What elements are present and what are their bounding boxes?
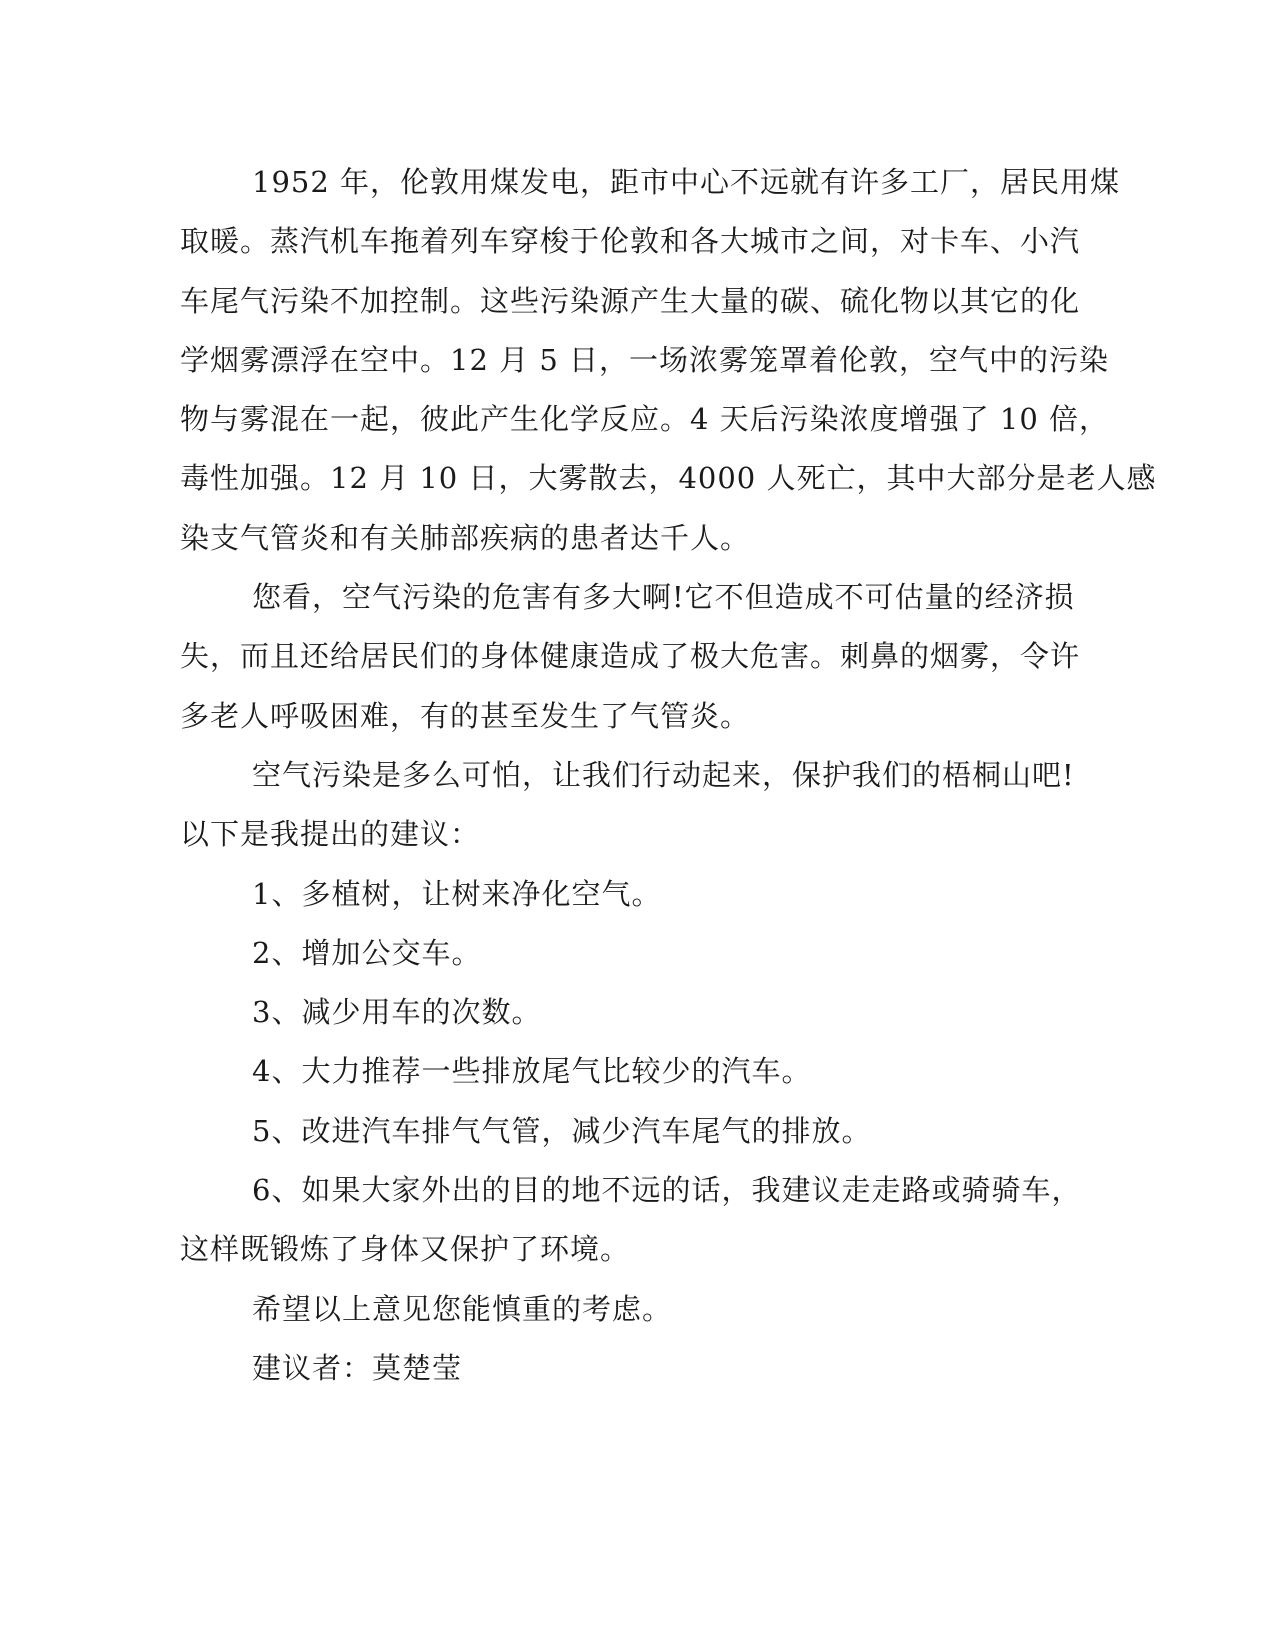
suggestion-5: 5、改进汽车排气气管，减少汽车尾气的排放。 bbox=[252, 1113, 872, 1148]
paragraph-3-line-1: 空气污染是多么可怕，让我们行动起来，保护我们的梧桐山吧! bbox=[252, 757, 1075, 792]
suggestion-3: 3、减少用车的次数。 bbox=[252, 995, 542, 1030]
paragraph-1-line-3: 车尾气污染不加控制。这些污染源产生大量的碳、硫化物以其它的化 bbox=[180, 283, 1081, 318]
paragraph-1-line-5: 物与雾混在一起，彼此产生化学反应。4 天后污染浓度增强了 10 倍， bbox=[180, 402, 1110, 437]
suggestion-1: 1、多植树，让树来净化空气。 bbox=[252, 876, 662, 911]
paragraph-1-line-2: 取暖。蒸汽机车拖着列车穿梭于伦敦和各大城市之间，对卡车、小汽 bbox=[180, 224, 1081, 259]
paragraph-1-line-6: 毒性加强。12 月 10 日，大雾散去，4000 人死亡，其中大部分是老人感 bbox=[180, 461, 1157, 496]
suggestion-2: 2、增加公交车。 bbox=[252, 935, 482, 970]
paragraph-2-line-1: 您看，空气污染的危害有多大啊!它不但造成不可估量的经济损 bbox=[252, 580, 1075, 615]
paragraph-3-line-2: 以下是我提出的建议： bbox=[180, 817, 481, 852]
document-body bbox=[180, 153, 1157, 1398]
signature-line: 建议者：莫楚莹 bbox=[252, 1350, 463, 1385]
paragraph-2-line-3: 多老人呼吸困难，有的甚至发生了气管炎。 bbox=[180, 698, 751, 733]
paragraph-1-line-4: 学烟雾漂浮在空中。12 月 5 日，一场浓雾笼罩着伦敦，空气中的污染 bbox=[180, 342, 1110, 377]
suggestion-6-line-2: 这样既锻炼了身体又保护了环境。 bbox=[180, 1232, 631, 1267]
closing-line: 希望以上意见您能慎重的考虑。 bbox=[252, 1291, 673, 1326]
suggestion-4: 4、大力推荐一些排放尾气比较少的汽车。 bbox=[252, 1054, 812, 1089]
paragraph-2-line-2: 失，而且还给居民们的身体健康造成了极大危害。刺鼻的烟雾，令许 bbox=[180, 639, 1081, 674]
suggestion-6-line-1: 6、如果大家外出的目的地不远的话，我建议走走路或骑骑车， bbox=[252, 1173, 1082, 1208]
paragraph-1-line-1: 1952 年，伦敦用煤发电，距市中心不远就有许多工厂，居民用煤 bbox=[252, 165, 1121, 199]
paragraph-1-line-7: 染支气管炎和有关肺部疾病的患者达千人。 bbox=[180, 520, 751, 555]
